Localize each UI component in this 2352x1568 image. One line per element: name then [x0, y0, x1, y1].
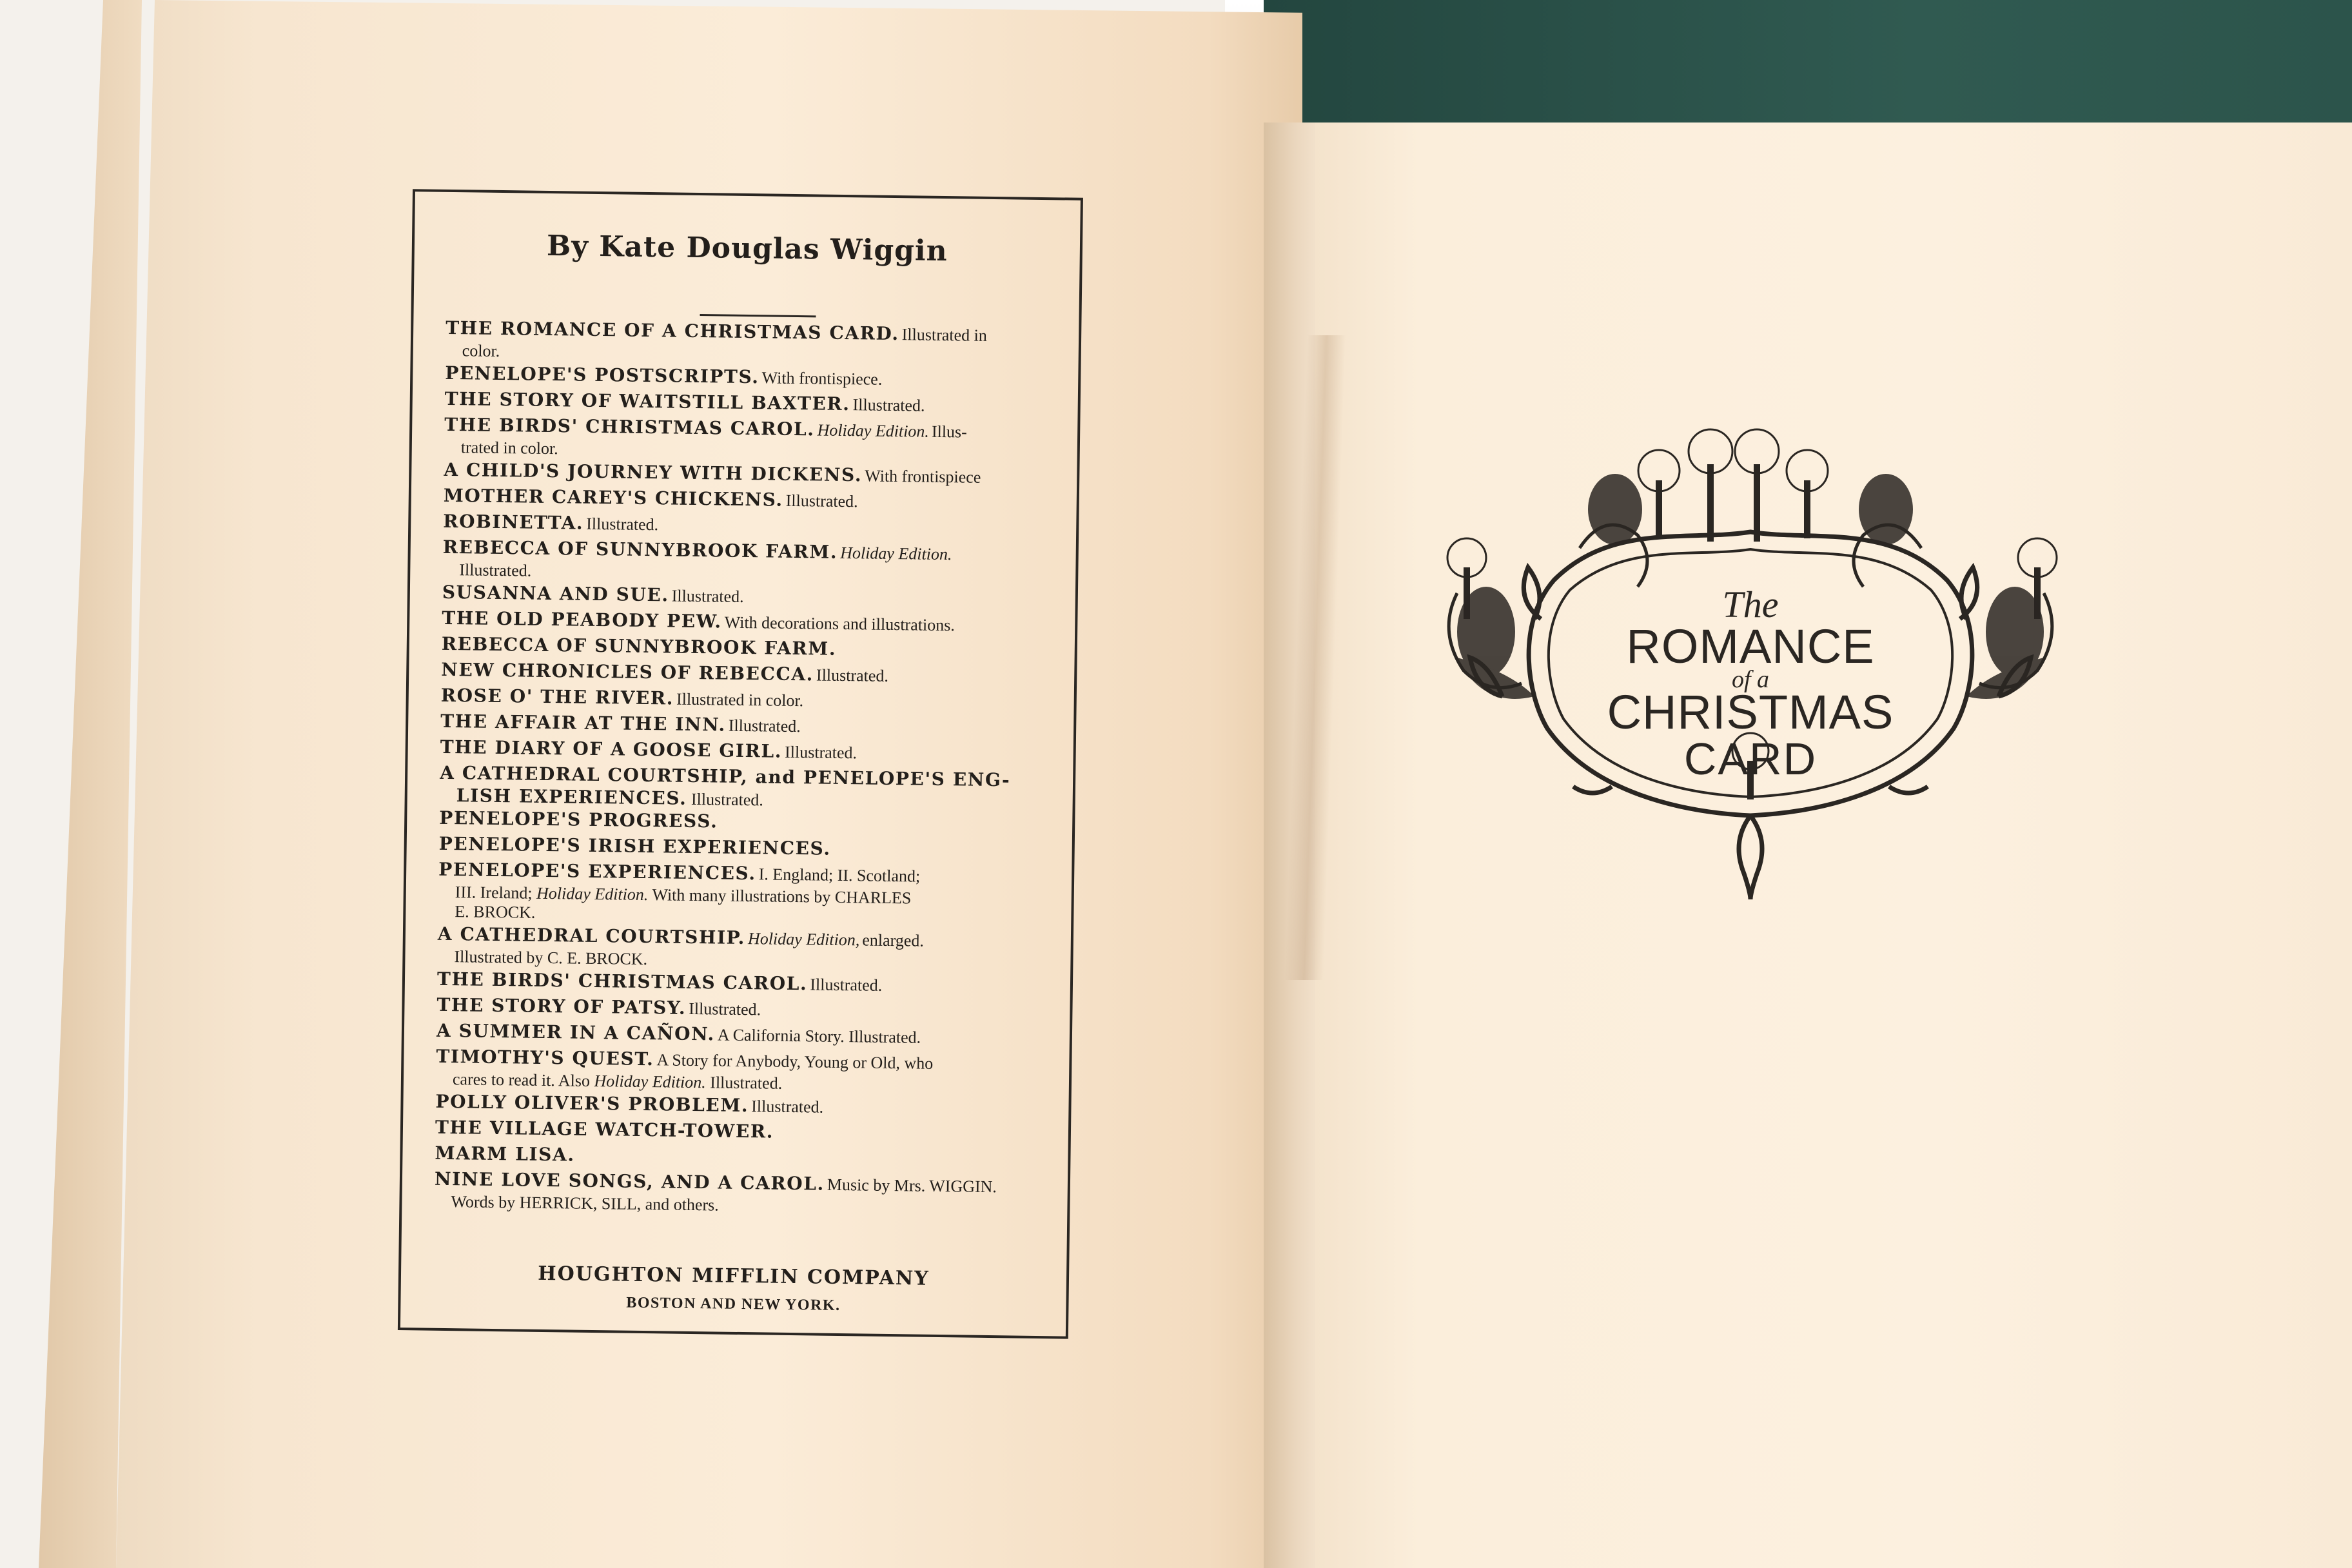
- book-note: Words by HERRICK, SILL, and others.: [451, 1192, 719, 1215]
- book-title: THE BIRDS' CHRISTMAS CAROL.: [436, 968, 808, 995]
- book-note: Illustrated.: [689, 999, 761, 1019]
- book-note: Illustrated.: [459, 560, 532, 580]
- book-note: Illus-: [931, 422, 968, 442]
- book-note: Illustrated.: [671, 586, 744, 606]
- publisher-city: BOSTON AND NEW YORK.: [626, 1294, 841, 1315]
- book-title: THE STORY OF PATSY.: [436, 994, 687, 1019]
- book-cover-cloth: [1264, 0, 2352, 135]
- author-books-list: [398, 189, 1083, 1338]
- book-title: THE BIRDS' CHRISTMAS CAROL.: [444, 413, 815, 440]
- book-entry: [440, 763, 1059, 814]
- book-note: With decorations and illustrations.: [724, 612, 955, 635]
- book-title-continued: LISH EXPERIENCES.: [456, 785, 687, 809]
- book-title: REBECCA OF SUNNYBROOK FARM.: [441, 632, 837, 660]
- book-note: E. BROCK.: [455, 902, 536, 922]
- book-title: MOTHER CAREY'S CHICKENS.: [443, 484, 783, 511]
- title-of-a: of a: [1731, 666, 1770, 693]
- book-note: I. England; II. Scotland;: [758, 865, 921, 886]
- book-title: TIMOTHY'S QUEST.: [436, 1045, 654, 1070]
- book-note: III. Ireland;: [455, 883, 533, 903]
- book-title: PENELOPE'S EXPERIENCES.: [438, 858, 756, 885]
- title-romance: ROMANCE: [1626, 620, 1875, 673]
- book-note: With frontispiece.: [761, 368, 883, 389]
- book-note: Illustrated.: [852, 395, 925, 415]
- book-title: A CATHEDRAL COURTSHIP.: [437, 923, 746, 949]
- title-the: The: [1722, 583, 1779, 625]
- book-note: cares to read it. Also: [452, 1070, 591, 1090]
- book-title: THE OLD PEABODY PEW.: [442, 607, 722, 632]
- book-title: THE AFFAIR AT THE INN.: [440, 710, 727, 736]
- book-title: POLLY OLIVER'S PROBLEM.: [435, 1090, 749, 1117]
- edition-note: Holiday Edition,: [747, 929, 860, 950]
- book-title: NEW CHRONICLES OF REBECCA.: [441, 658, 814, 685]
- publisher-name: HOUGHTON MIFFLIN COMPANY: [538, 1262, 930, 1290]
- book-note: Illustrated.: [784, 742, 858, 763]
- title-christmas: CHRISTMAS: [1607, 685, 1894, 739]
- book-title: ROSE O' THE RIVER.: [440, 684, 674, 709]
- book-note: Illustrated.: [728, 716, 801, 736]
- edition-note: Holiday Edition.: [817, 420, 930, 441]
- book-note: enlarged.: [862, 930, 925, 950]
- book-title: MARM LISA.: [435, 1142, 575, 1166]
- book-title: PENELOPE'S PROGRESS.: [439, 807, 718, 832]
- book-note: Illustrated.: [785, 491, 858, 511]
- book-title: THE STORY OF WAITSTILL BAXTER.: [444, 387, 850, 415]
- book-note: Illustrated.: [710, 1073, 783, 1093]
- list-heading: By Kate Douglas Wiggin: [546, 229, 948, 268]
- book-entry: [438, 860, 1057, 930]
- book-note: Illustrated in color.: [676, 689, 804, 710]
- book-entry: [442, 538, 1062, 588]
- book-note: Illustrated.: [586, 514, 659, 534]
- book-title: A SUMMER IN A CAÑON.: [436, 1019, 716, 1045]
- title-emblem: [1418, 426, 2082, 941]
- book-note: Illustrated in: [901, 325, 988, 345]
- book-note: A California Story. Illustrated.: [717, 1025, 921, 1047]
- edition-note: Holiday Edition.: [536, 883, 649, 905]
- edition-note: Holiday Edition.: [594, 1071, 706, 1092]
- book-entry: [434, 1170, 1054, 1220]
- book-entry: [444, 415, 1064, 466]
- title-card: CARD: [1683, 734, 1818, 784]
- book-title: ROBINETTA.: [443, 510, 584, 534]
- edition-note: Holiday Edition.: [840, 543, 952, 564]
- book-note: Illustrated.: [810, 975, 883, 995]
- book-note: With many illustrations by CHARLES: [652, 885, 912, 908]
- book-entry: [437, 925, 1057, 975]
- book-title: THE ROMANCE OF A CHRISTMAS CARD.: [446, 317, 899, 345]
- book-entry: [446, 318, 1065, 369]
- book-title: A CHILD'S JOURNEY WITH DICKENS.: [444, 458, 863, 486]
- book-title: A CATHEDRAL COURTSHIP, and PENELOPE'S ENG-: [439, 761, 1011, 791]
- book-title: PENELOPE'S POSTSCRIPTS.: [445, 362, 760, 388]
- book-note: Illustrated.: [751, 1097, 824, 1117]
- book-title-block: [1418, 583, 2082, 784]
- book-entry: [436, 1047, 1055, 1097]
- book-title: THE DIARY OF A GOOSE GIRL.: [440, 736, 783, 762]
- book-note: Illustrated.: [816, 665, 889, 685]
- book-note: trated in color.: [460, 438, 558, 458]
- book-note: Illustrated by C. E. BROCK.: [454, 947, 648, 969]
- book-note: Illustrated.: [691, 789, 764, 810]
- book-note: Music by Mrs. WIGGIN.: [827, 1175, 997, 1197]
- book-title: SUSANNA AND SUE.: [442, 581, 669, 606]
- book-note: color.: [462, 341, 500, 360]
- book-title: REBECCA OF SUNNYBROOK FARM.: [442, 536, 838, 563]
- book-title: NINE LOVE SONGS, AND A CAROL.: [434, 1168, 825, 1195]
- book-note: With frontispiece: [865, 466, 981, 487]
- book-title: PENELOPE'S IRISH EXPERIENCES.: [438, 832, 831, 859]
- book-note: A Story for Anybody, Young or Old, who: [656, 1050, 934, 1073]
- book-title: THE VILLAGE WATCH-TOWER.: [435, 1116, 774, 1142]
